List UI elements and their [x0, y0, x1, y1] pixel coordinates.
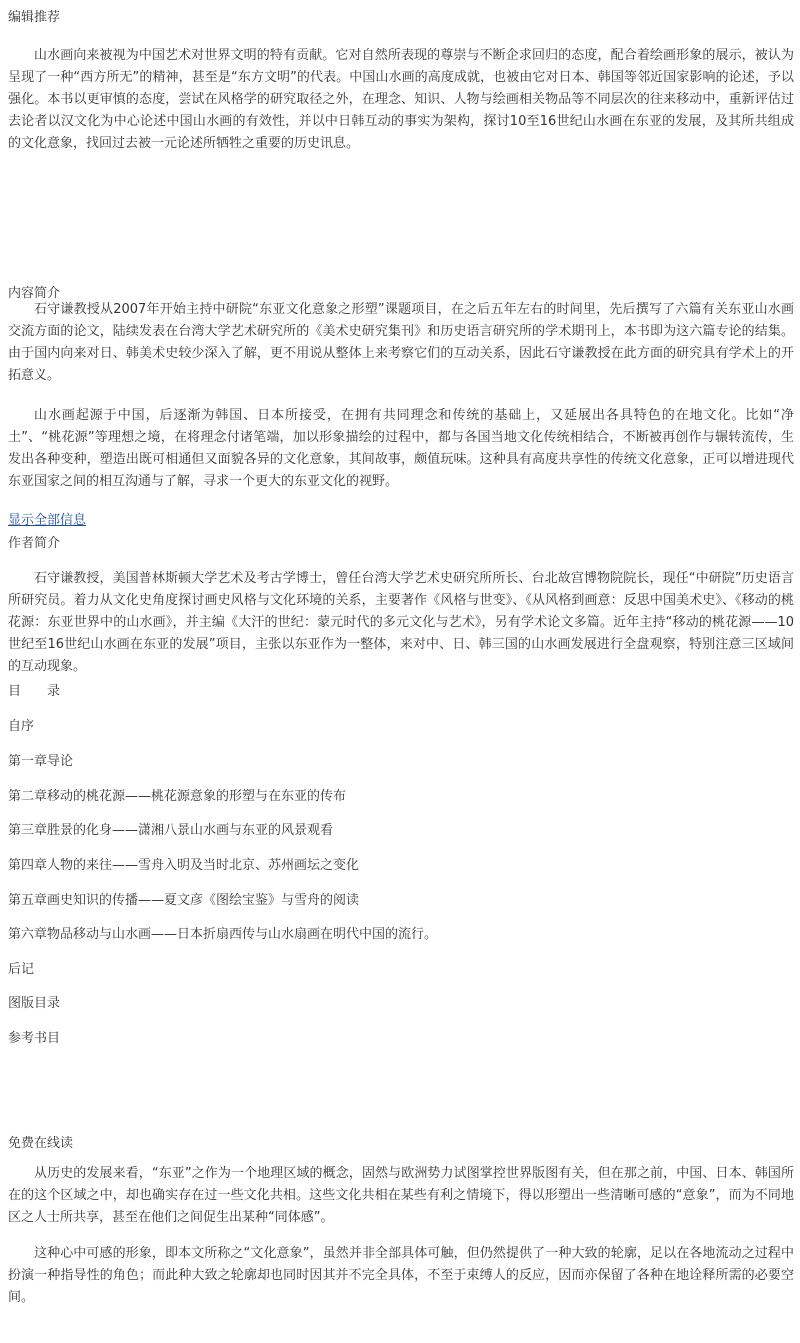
toc-item: 自序	[8, 719, 35, 734]
toc-item: 参考书目	[8, 1031, 61, 1046]
toc-item: 第四章人物的来往——雪舟入明及当时北京、苏州画坛之变化	[8, 858, 360, 873]
toc-item: 第一章导论	[8, 754, 74, 769]
toc-item: 图版目录	[8, 996, 61, 1011]
free-read-paragraph-1: 从历史的发展来看，“东亚”之作为一个地理区域的概念，固然与欧洲势力试图掌控世界版图有关，但在那之前，中国、日本、韩国所在的这个区域之中，却也确实存在过一些文化共相。这些文化共相在某些有利之情境下，得以形塑出一些清晰可感的“意象”，而为不同地区之人士所共享，甚至在他们之间促生出某种“同体感”。	[8, 1166, 794, 1225]
toc-item: 第五章画史知识的传播——夏文彦《图绘宝鉴》与雪舟的阅读	[8, 893, 360, 908]
free-read-paragraph-2: 这种心中可感的形象，即本文所称之“文化意象”，虽然并非全部具体可触，但仍然提供了一种大致的轮廓，足以在各地流动之过程中扮演一种指导性的角色；而此种大致之轮廓却也同时因其并不完全具体，不至于束缚人的反应，因而亦保留了各种在地诠释所需的必要空间。	[8, 1246, 794, 1305]
toc-title: 目 录	[8, 684, 61, 699]
author-intro-title: 作者简介	[8, 536, 61, 551]
free-read-title: 免费在线读	[8, 1136, 74, 1151]
toc-item: 后记	[8, 962, 35, 977]
show-all-info-link[interactable]: 显示全部信息	[8, 513, 87, 528]
toc-item: 第六章物品移动与山水画——日本折扇西传与山水扇画在明代中国的流行。	[8, 927, 438, 942]
toc-item: 第三章胜景的化身——潇湘八景山水画与东亚的风景观看	[8, 823, 334, 838]
toc-item: 第二章移动的桃花源——桃花源意象的形塑与在东亚的传布	[8, 789, 347, 804]
content-summary-paragraph-2: 山水画起源于中国，后逐渐为韩国、日本所接受，在拥有共同理念和传统的基础上，又延展出各具特色的在地文化。比如“净土”、“桃花源”等理想之境，在将理念付诸笔端，加以形象描绘的过程中，都与各国当地文化传统相结合，不断被再创作与辗转流传，生发出各种变种，塑造出既可相通但又面貌各异的文化意象，其间故事，颇值玩味。这种具有高度共享性的传统文化意象，正可以增进现代东亚国家之间的相互沟通与了解，寻求一个更大的东亚文化的视野。	[8, 408, 794, 489]
editor-recommendation-title: 编辑推荐	[8, 10, 61, 25]
content-summary-paragraph-1: 石守谦教授从2007年开始主持中研院“东亚文化意象之形塑”课题项目，在之后五年左右的时间里，先后撰写了六篇有关东亚山水画交流方面的论文，陆续发表在台湾大学艺术研究所的《美术史研究集刊》和历史语言研究所的学术期刊上，本书即为这六篇专论的结集。由于国内向来对日、韩美术史较少深入了解，更不用说从整体上来考察它们的互动关系，因此石守谦教授在此方面的研究具有学术上的开拓意义。	[8, 302, 794, 383]
author-intro-paragraph: 石守谦教授，美国普林斯顿大学艺术及考古学博士，曾任台湾大学艺术史研究所所长、台北故宫博物院院长，现任“中研院”历史语言所研究员。着力从文化史角度探讨画史风格与文化环境的关系，主要著作《风格与世变》、《从风格到画意：反思中国美术史》、《移动的桃花源：东亚世界中的山水画》，并主编《大汗的世纪：蒙元时代的多元文化与艺术》，另有学术论文多篇。近年主持“移动的桃花源——10世纪至16世纪山水画在东亚的发展”项目，主张以东亚作为一整体，来对中、日、韩三国的山水画发展进行全盘观察，特别注意三区域间的互动现象。	[8, 571, 794, 674]
content-summary-title: 内容简介	[8, 286, 61, 301]
editor-recommendation-paragraph: 山水画向来被视为中国艺术对世界文明的特有贡献。它对自然所表现的尊崇与不断企求回归的态度，配合着绘画形象的展示，被认为呈现了一种“西方所无”的精神，甚至是“东方文明”的代表。中国山水画的高度成就，也被由它对日本、韩国等邻近国家影响的论述，予以强化。本书以更审慎的态度，尝试在风格学的研究取径之外，在理念、知识、人物与绘画相关物品等不同层次的往来移动中，重新评估过去论者以汉文化为中心论述中国山水画的有效性，并以中日韩互动的事实为架构，探讨10至16世纪山水画在东亚的发展，及其所共组成的文化意象，找回过去被一元论述所牺牲之重要的历史讯息。	[8, 48, 794, 151]
